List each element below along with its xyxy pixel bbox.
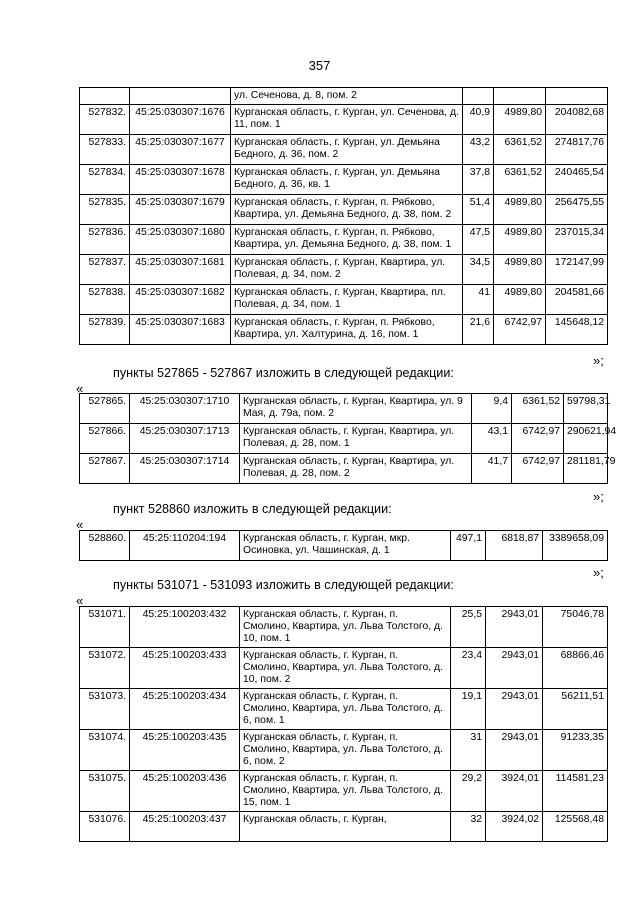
table-row — [80, 730, 608, 771]
value-cell: 256475,55 — [546, 195, 608, 225]
rate-cell: 6361,52 — [494, 135, 546, 165]
table-row — [80, 88, 608, 105]
value-cell: 145648,12 — [546, 315, 608, 345]
value-cell: 75046,78 — [543, 607, 608, 648]
cadastral-number-cell: 45:25:100203:437 — [130, 812, 240, 842]
rate-cell: 6742,97 — [512, 454, 564, 484]
cadastral-number-cell: 45:25:030307:1678 — [130, 165, 231, 195]
area-cell: 41,7 — [472, 454, 512, 484]
cadastral-number-cell: 45:25:030307:1681 — [130, 255, 231, 285]
item-number-cell: 527867. — [80, 454, 130, 484]
table-row — [80, 812, 608, 842]
address-cell: Курганская область, г. Курган, п. Рябково, Квартира, ул. Демьяна Бедного, д. 38, пом. 2 — [231, 195, 463, 225]
item-number-cell: 527834. — [80, 165, 130, 195]
cadastral-number-cell: 45:25:100203:435 — [130, 730, 240, 771]
address-cell: Курганская область, г. Курган, п. Смолино, Квартира, ул. Льва Толстого, д. 6, пом. 2 — [240, 730, 451, 771]
item-number-cell: 531072. — [80, 648, 130, 689]
rate-cell: 4989,80 — [494, 105, 546, 135]
item-number-cell: 531071. — [80, 607, 130, 648]
value-cell: 204082,68 — [546, 105, 608, 135]
table-row — [80, 135, 608, 165]
cadastral-number-cell — [130, 88, 231, 105]
address-cell: Курганская область, г. Курган, Квартира, ул. 9 Мая, д. 79а, пом. 2 — [240, 394, 472, 424]
value-cell: 274817,76 — [546, 135, 608, 165]
address-cell: Курганская область, г. Курган, ул. Демьяна Бедного, д. 36, пом. 2 — [231, 135, 463, 165]
table-row — [80, 771, 608, 812]
cadastral-number-cell: 45:25:100203:436 — [130, 771, 240, 812]
area-cell: 9,4 — [472, 394, 512, 424]
value-cell: 281181,79 — [564, 454, 608, 484]
address-cell: Курганская область, г. Курган, ул. Сеченова, д. 11, пом. 1 — [231, 105, 463, 135]
table-section-1 — [79, 87, 608, 345]
closing-quote: »; — [593, 489, 604, 504]
table-body — [80, 88, 608, 345]
area-cell: 40,9 — [463, 105, 494, 135]
table-row — [80, 424, 608, 454]
rate-cell: 6742,97 — [494, 315, 546, 345]
area-cell: 21,6 — [463, 315, 494, 345]
table-body — [80, 531, 608, 561]
instruction-text: пункты 531071 - 531093 изложить в следующей редакции: — [113, 578, 454, 592]
table-row — [80, 225, 608, 255]
cadastral-number-cell: 45:25:030307:1680 — [130, 225, 231, 255]
value-cell: 3389658,09 — [543, 531, 608, 561]
rate-cell: 2943,01 — [486, 607, 543, 648]
value-cell: 59798,31 — [564, 394, 608, 424]
closing-quote: »; — [593, 565, 604, 580]
value-cell: 114581,23 — [543, 771, 608, 812]
value-cell: 125568,48 — [543, 812, 608, 842]
table-row — [80, 454, 608, 484]
table-row — [80, 315, 608, 345]
item-number-cell: 527839. — [80, 315, 130, 345]
rate-cell: 4989,80 — [494, 285, 546, 315]
instruction-text: пункты 527865 - 527867 изложить в следующей редакции: — [113, 366, 454, 380]
item-number-cell: 527836. — [80, 225, 130, 255]
address-cell: Курганская область, г. Курган, Квартира, ул. Полевая, д. 28, пом. 2 — [240, 454, 472, 484]
item-number-cell: 527838. — [80, 285, 130, 315]
address-cell: Курганская область, г. Курган, п. Смолино, Квартира, ул. Льва Толстого, д. 15, пом. 1 — [240, 771, 451, 812]
value-cell: 91233,35 — [543, 730, 608, 771]
address-cell: Курганская область, г. Курган, п. Смолино, Квартира, ул. Льва Толстого, д. 6, пом. 1 — [240, 689, 451, 730]
area-cell: 47,5 — [463, 225, 494, 255]
table-row — [80, 607, 608, 648]
item-number-cell: 531073. — [80, 689, 130, 730]
cadastral-number-cell: 45:25:030307:1714 — [130, 454, 240, 484]
item-number-cell: 527837. — [80, 255, 130, 285]
opening-quote: « — [76, 517, 84, 532]
rate-cell: 6361,52 — [512, 394, 564, 424]
rate-cell: 4989,80 — [494, 225, 546, 255]
area-cell: 25,5 — [451, 607, 486, 648]
address-cell: Курганская область, г. Курган, п. Рябково, Квартира, ул. Халтурина, д. 16, пом. 1 — [231, 315, 463, 345]
area-cell: 29,2 — [451, 771, 486, 812]
value-cell — [546, 88, 608, 105]
item-number-cell: 531076. — [80, 812, 130, 842]
area-cell: 497,1 — [451, 531, 486, 561]
cadastral-number-cell: 45:25:030307:1679 — [130, 195, 231, 225]
table-row — [80, 531, 608, 561]
address-cell: Курганская область, г. Курган, п. Смолино, Квартира, ул. Льва Толстого, д. 10, пом. 2 — [240, 648, 451, 689]
cadastral-number-cell: 45:25:100203:434 — [130, 689, 240, 730]
address-cell: ул. Сеченова, д. 8, пом. 2 — [231, 88, 463, 105]
cadastral-number-cell: 45:25:100203:433 — [130, 648, 240, 689]
area-cell: 31 — [451, 730, 486, 771]
value-cell: 172147,99 — [546, 255, 608, 285]
area-cell: 19,1 — [451, 689, 486, 730]
area-cell: 34,5 — [463, 255, 494, 285]
table-row — [80, 105, 608, 135]
cadastral-number-cell: 45:25:110204:194 — [130, 531, 240, 561]
address-cell: Курганская область, г. Курган, п. Рябково, Квартира, ул. Демьяна Бедного, д. 38, пом. 1 — [231, 225, 463, 255]
area-cell: 41 — [463, 285, 494, 315]
cadastral-number-cell: 45:25:030307:1676 — [130, 105, 231, 135]
value-cell: 56211,51 — [543, 689, 608, 730]
item-number-cell: 531075. — [80, 771, 130, 812]
value-cell: 290621,94 — [564, 424, 608, 454]
area-cell: 32 — [451, 812, 486, 842]
table-section-3 — [79, 530, 608, 561]
table-row — [80, 255, 608, 285]
cadastral-number-cell: 45:25:030307:1677 — [130, 135, 231, 165]
item-number-cell: 527835. — [80, 195, 130, 225]
value-cell: 204581,66 — [546, 285, 608, 315]
rate-cell: 3924,01 — [486, 771, 543, 812]
item-number-cell: 527833. — [80, 135, 130, 165]
item-number-cell: 527865. — [80, 394, 130, 424]
table-body — [80, 394, 617, 484]
table-row — [80, 648, 608, 689]
cadastral-number-cell: 45:25:030307:1710 — [130, 394, 240, 424]
table-row — [80, 195, 608, 225]
item-number-cell: 527832. — [80, 105, 130, 135]
cadastral-number-cell: 45:25:030307:1682 — [130, 285, 231, 315]
address-cell: Курганская область, г. Курган, Квартира, ул. Полевая, д. 34, пом. 2 — [231, 255, 463, 285]
table-section-4 — [79, 606, 608, 842]
area-cell: 37,8 — [463, 165, 494, 195]
value-cell: 240465,54 — [546, 165, 608, 195]
area-cell: 43,1 — [472, 424, 512, 454]
area-cell: 43,2 — [463, 135, 494, 165]
address-cell: Курганская область, г. Курган, мкр. Осиновка, ул. Чашинская, д. 1 — [240, 531, 451, 561]
table-row — [80, 285, 608, 315]
item-number-cell: 527866. — [80, 424, 130, 454]
instruction-text: пункт 528860 изложить в следующей редакции: — [113, 502, 392, 516]
address-cell: Курганская область, г. Курган, п. Смолино, Квартира, ул. Льва Толстого, д. 10, пом. 1 — [240, 607, 451, 648]
item-number-cell: 528860. — [80, 531, 130, 561]
area-cell: 51,4 — [463, 195, 494, 225]
rate-cell: 4989,80 — [494, 255, 546, 285]
rate-cell: 6818,87 — [486, 531, 543, 561]
address-cell: Курганская область, г. Курган, Квартира, ул. Полевая, д. 28, пом. 1 — [240, 424, 472, 454]
cadastral-number-cell: 45:25:030307:1683 — [130, 315, 231, 345]
rate-cell — [494, 88, 546, 105]
address-cell: Курганская область, г. Курган, Квартира, пл. Полевая, д. 34, пом. 1 — [231, 285, 463, 315]
rate-cell: 3924,02 — [486, 812, 543, 842]
area-cell: 23,4 — [451, 648, 486, 689]
opening-quote: « — [76, 593, 84, 608]
table-row — [80, 165, 608, 195]
cadastral-number-cell: 45:25:030307:1713 — [130, 424, 240, 454]
item-number-cell: 531074. — [80, 730, 130, 771]
rate-cell: 2943,01 — [486, 689, 543, 730]
opening-quote: « — [76, 381, 84, 396]
value-cell: 237015,34 — [546, 225, 608, 255]
rate-cell: 2943,01 — [486, 730, 543, 771]
table-row — [80, 689, 608, 730]
item-number-cell — [80, 88, 130, 105]
area-cell — [463, 88, 494, 105]
rate-cell: 6361,52 — [494, 165, 546, 195]
closing-quote: »; — [593, 353, 604, 368]
address-cell: Курганская область, г. Курган, — [240, 812, 451, 842]
rate-cell: 4989,80 — [494, 195, 546, 225]
table-row — [80, 394, 608, 424]
table-body — [80, 607, 608, 842]
value-cell: 68866,46 — [543, 648, 608, 689]
page-number: 357 — [308, 58, 331, 73]
rate-cell: 6742,97 — [512, 424, 564, 454]
rate-cell: 2943,01 — [486, 648, 543, 689]
address-cell: Курганская область, г. Курган, ул. Демьяна Бедного, д. 36, кв. 1 — [231, 165, 463, 195]
cadastral-number-cell: 45:25:100203:432 — [130, 607, 240, 648]
table-section-2 — [79, 393, 617, 484]
